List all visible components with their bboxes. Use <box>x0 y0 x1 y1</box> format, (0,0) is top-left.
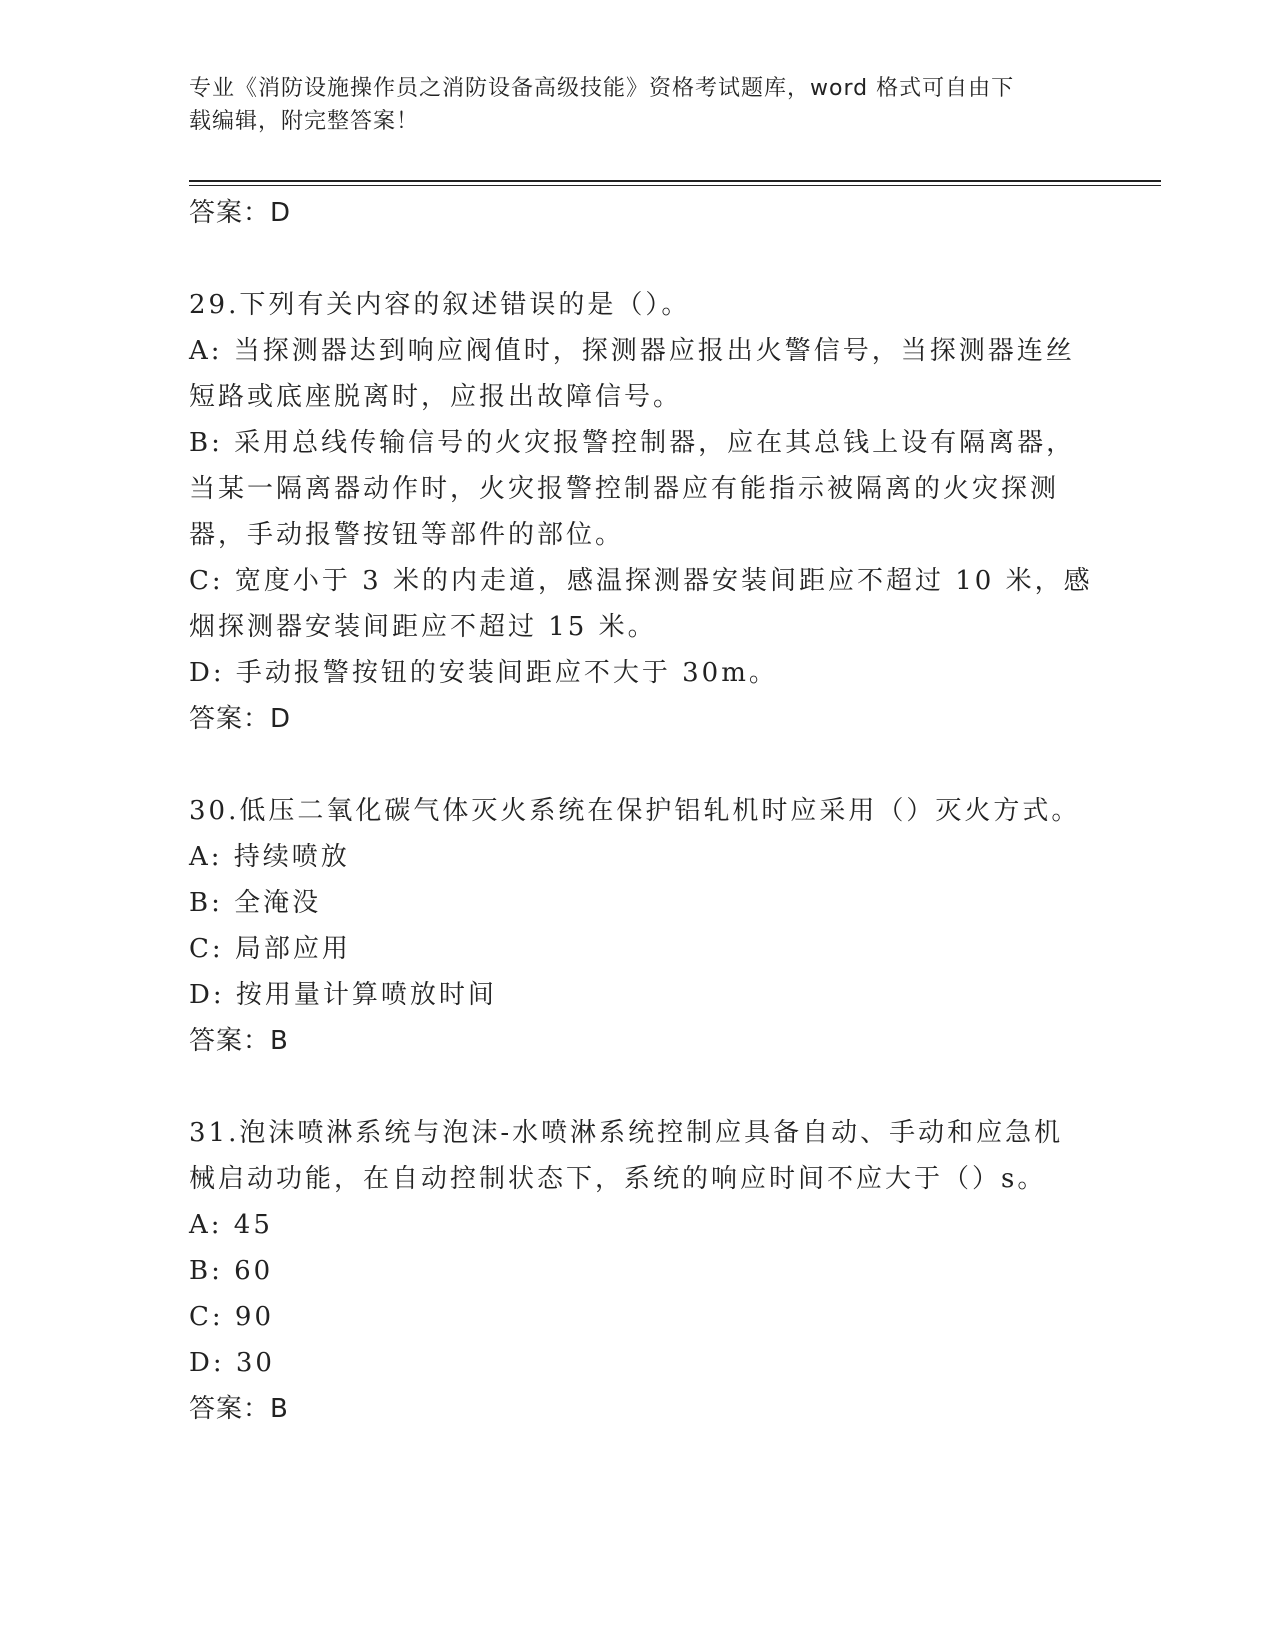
answer-line: 答案：D <box>189 704 292 734</box>
header-line-2: 载编辑，附完整答案！ <box>189 109 420 134</box>
option-a-cont: 短路或底座脱离时，应报出故障信号。 <box>189 382 683 412</box>
answer-line: 答案：D <box>189 198 292 228</box>
option-c: C: 宽度小于 3 米的内走道，感温探测器安装间距应不超过 10 米，感 <box>189 566 1093 596</box>
option-b: B: 采用总线传输信号的火灾报警控制器，应在其总钱上设有隔离器， <box>189 428 1076 458</box>
question-stem: 30.低压二氧化碳气体灭火系统在保护铝轧机时应采用（）灭火方式。 <box>189 796 1081 826</box>
question-29 <box>189 282 1093 742</box>
question-stem-cont: 械启动功能，在自动控制状态下，系统的响应时间不应大于（）s。 <box>189 1164 1047 1194</box>
option-a: A: 当探测器达到响应阀值时，探测器应报出火警信号，当探测器连丝 <box>189 336 1075 366</box>
option-b: B: 60 <box>189 1256 274 1286</box>
option-b: B: 全淹没 <box>189 888 322 918</box>
spacer <box>189 236 1089 282</box>
header-line-1: 专业《消防设施操作员之消防设备高级技能》资格考试题库，word 格式可自由下 <box>189 76 1015 101</box>
option-c: C: 90 <box>189 1302 275 1332</box>
spacer <box>189 1064 1089 1110</box>
option-a: A: 45 <box>189 1210 273 1240</box>
document-header <box>189 72 1089 138</box>
spacer <box>189 742 1089 788</box>
option-d: D: 按用量计算喷放时间 <box>189 980 497 1010</box>
question-31 <box>189 1110 1089 1432</box>
answer-line: 答案：B <box>189 1394 289 1424</box>
header-rule-thick <box>189 180 1161 182</box>
answer-line: 答案：B <box>189 1026 289 1056</box>
option-a: A: 持续喷放 <box>189 842 350 872</box>
option-b-cont-2: 器，手动报警按钮等部件的部位。 <box>189 520 625 550</box>
question-stem: 29.下列有关内容的叙述错误的是（）。 <box>189 290 691 320</box>
question-stem: 31.泡沫喷淋系统与泡沫-水喷淋系统控制应具备自动、手动和应急机 <box>189 1118 1064 1148</box>
option-d: D: 30 <box>189 1348 275 1378</box>
option-b-cont: 当某一隔离器动作时，火灾报警控制器应有能指示被隔离的火灾探测 <box>189 474 1060 504</box>
question-30 <box>189 788 1089 1064</box>
option-c: C: 局部应用 <box>189 934 351 964</box>
question-content <box>189 190 1093 1432</box>
option-d: D: 手动报警按钮的安装间距应不大于 30m。 <box>189 658 778 688</box>
option-c-cont: 烟探测器安装间距应不超过 15 米。 <box>189 612 657 642</box>
header-rule-thin <box>189 185 1161 186</box>
